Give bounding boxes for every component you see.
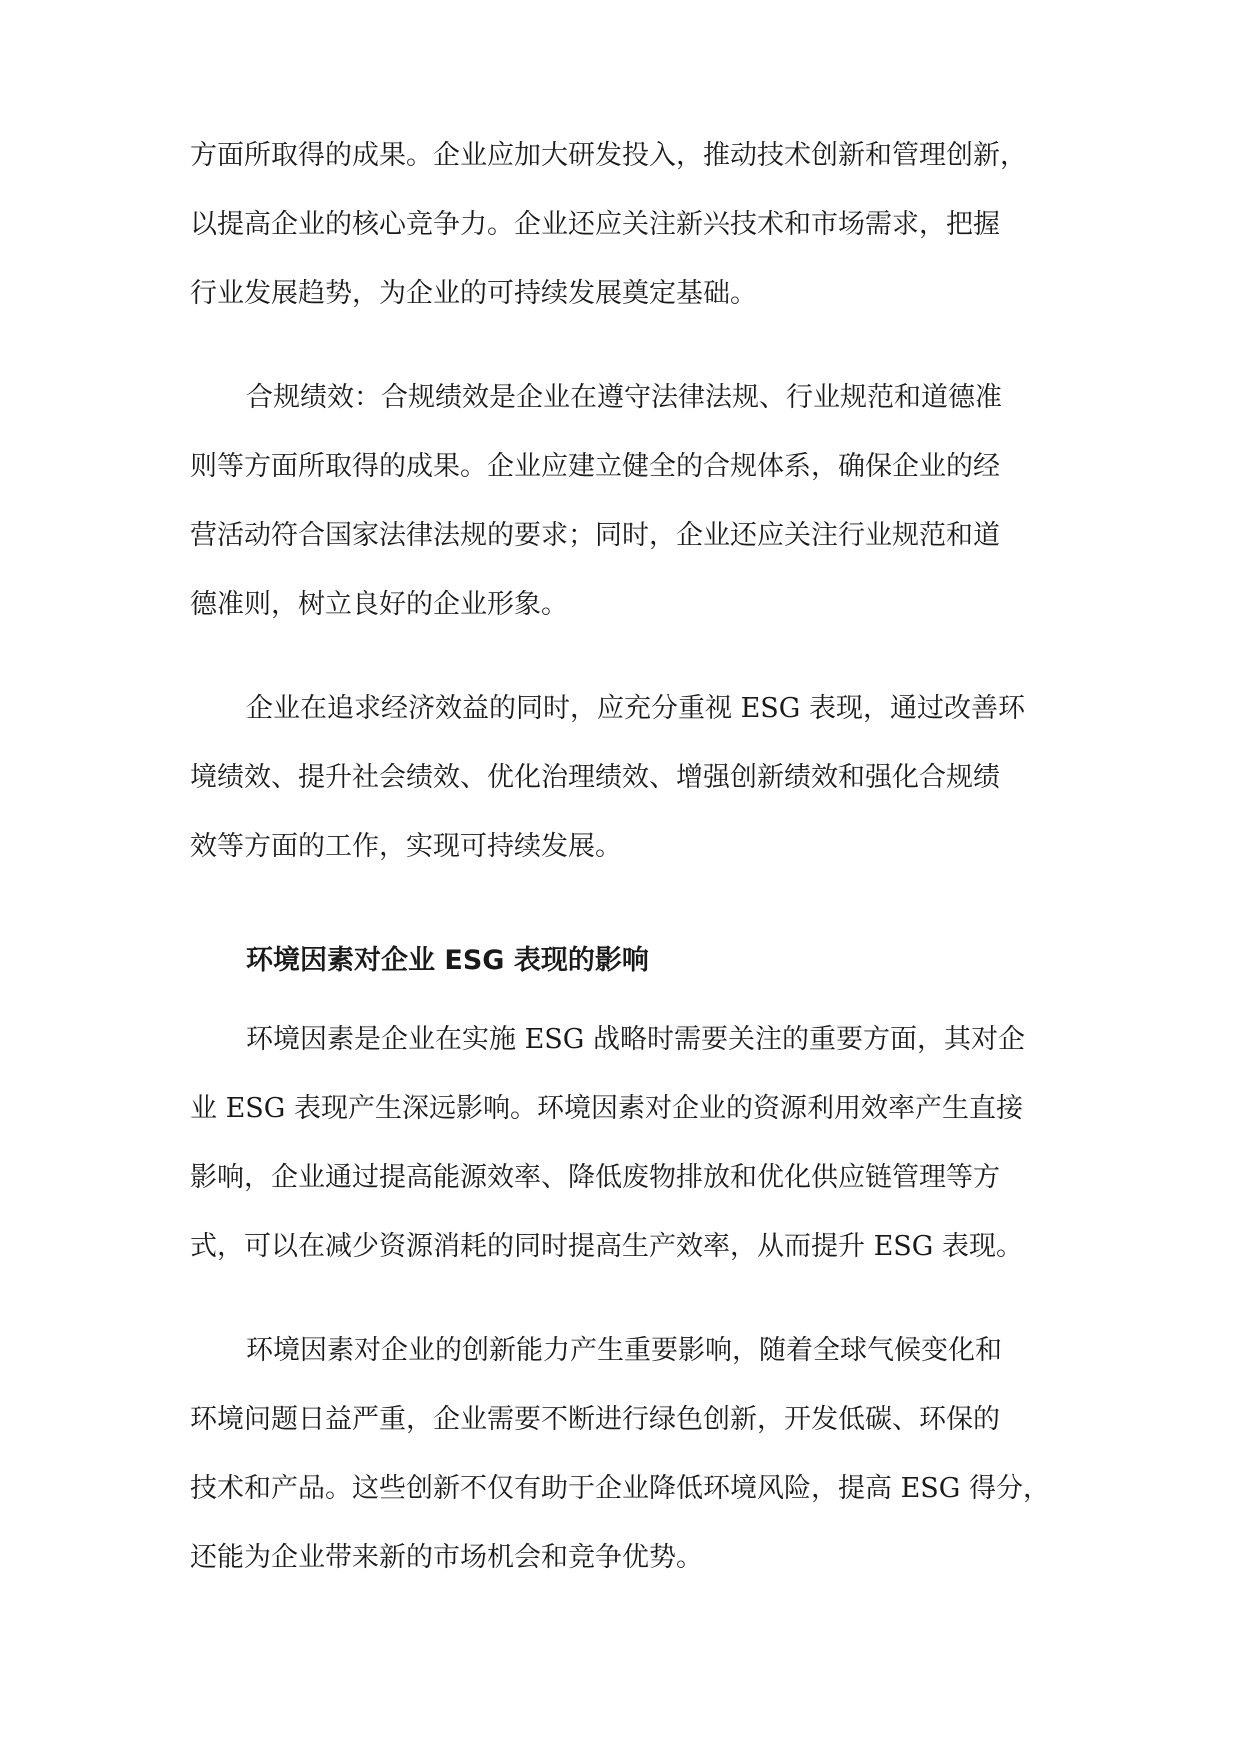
- paragraph-line: 方面所取得的成果。企业应加大研发投入，推动技术创新和管理创新，: [190, 140, 1027, 171]
- paragraph-line: 以提高企业的核心竞争力。企业还应关注新兴技术和市场需求，把握: [190, 209, 1000, 240]
- paragraph-line: 环境问题日益严重，企业需要不断进行绿色创新，开发低碳、环保的: [190, 1404, 1000, 1435]
- paragraph-line: 式，可以在减少资源消耗的同时提高生产效率，从而提升 ESG 表现。: [190, 1231, 1023, 1262]
- paragraph-line: 营活动符合国家法律法规的要求；同时，企业还应关注行业规范和道: [190, 520, 1000, 551]
- paragraph-line: 还能为企业带来新的市场机会和竞争优势。: [190, 1542, 703, 1573]
- paragraph-line: 境绩效、提升社会绩效、优化治理绩效、增强创新绩效和强化合规绩: [190, 762, 1000, 793]
- paragraph-line: 德准则，树立良好的企业形象。: [190, 589, 568, 620]
- paragraph-line: 企业在追求经济效益的同时，应充分重视 ESG 表现，通过改善环: [246, 693, 1025, 724]
- paragraph-line: 环境因素对企业的创新能力产生重要影响，随着全球气候变化和: [246, 1335, 1002, 1366]
- paragraph-line: 则等方面所取得的成果。企业应建立健全的合规体系，确保企业的经: [190, 451, 1000, 482]
- section-heading: 环境因素对企业 ESG 表现的影响: [246, 945, 649, 976]
- paragraph-line: 合规绩效：合规绩效是企业在遵守法律法规、行业规范和道德准: [246, 382, 1002, 413]
- paragraph-line: 效等方面的工作，实现可持续发展。: [190, 831, 622, 862]
- paragraph-line: 业 ESG 表现产生深远影响。环境因素对企业的资源利用效率产生直接: [190, 1093, 1023, 1124]
- paragraph-line: 环境因素是企业在实施 ESG 战略时需要关注的重要方面，其对企: [246, 1024, 1025, 1055]
- paragraph-line: 行业发展趋势，为企业的可持续发展奠定基础。: [190, 278, 757, 309]
- paragraph-line: 技术和产品。这些创新不仅有助于企业降低环境风险，提高 ESG 得分，: [190, 1473, 1050, 1504]
- paragraph-line: 影响，企业通过提高能源效率、降低废物排放和优化供应链管理等方: [190, 1162, 1000, 1193]
